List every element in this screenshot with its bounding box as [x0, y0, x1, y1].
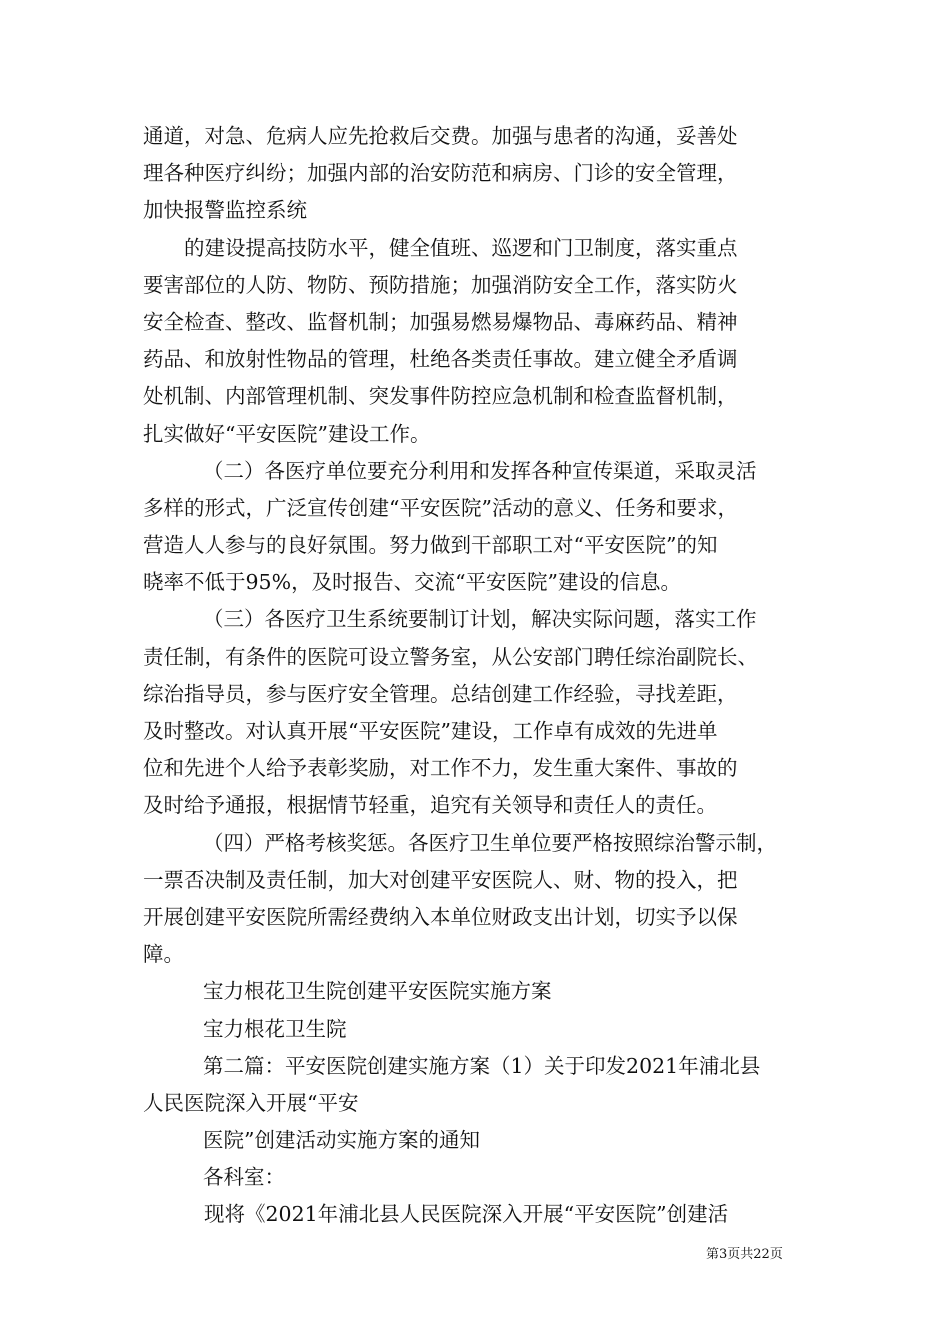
text-line: 开展创建平安医院所需经费纳入本单位财政支出计划，切实予以保 [143, 904, 738, 929]
text-line: 第二篇：平安医院创建实施方案（1）关于印发2021年浦北县 [203, 1053, 761, 1078]
text-line: 及时给予通报，根据情节轻重，追究有关领导和责任人的责任。 [143, 793, 717, 818]
text-line: 药品、和放射性物品的管理，杜绝各类责任事故。建立健全矛盾调 [143, 347, 738, 372]
text-line: （三）各医疗卫生系统要制订计划，解决实际问题，落实工作 [203, 607, 757, 632]
text-line: 要害部位的人防、物防、预防措施；加强消防安全工作，落实防火 [143, 272, 738, 297]
text-line: 通道，对急、危病人应先抢救后交费。加强与患者的沟通，妥善处 [143, 124, 738, 148]
text-line: 人民医院深入开展“平安 [143, 1090, 359, 1115]
text-line: 安全检查、整改、监督机制；加强易燃易爆物品、毒麻药品、精神 [143, 309, 738, 334]
text-line: 处机制、内部管理机制、突发事件防控应急机制和检查监督机制， [143, 384, 738, 409]
text-line: 多样的形式，广泛宣传创建“平安医院”活动的意义、任务和要求， [143, 495, 738, 520]
text-line: 现将《2021年浦北县人民医院深入开展“平安医院”创建活 [204, 1202, 729, 1227]
text-line: 一票否决制及责任制，加大对创建平安医院人、财、物的投入，把 [143, 867, 738, 892]
text-line: 位和先进个人给予表彰奖励，对工作不力，发生重大案件、事故的 [143, 756, 738, 781]
text-line: 宝力根花卫生院创建平安医院实施方案 [203, 979, 552, 1004]
text-line: 营造人人参与的良好氛围。努力做到干部职工对“平安医院”的知 [143, 533, 718, 558]
text-line: 及时整改。对认真开展“平安医院”建设，工作卓有成效的先进单 [143, 719, 718, 743]
text-line: 宝力根花卫生院 [203, 1016, 347, 1041]
text-line: 责任制，有条件的医院可设立警务室，从公安部门聘任综治副院长、 [143, 644, 758, 669]
text-line: 障。 [143, 942, 184, 967]
text-line: 加快报警监控系统 [143, 198, 307, 223]
text-line: （二）各医疗单位要充分利用和发挥各种宣传渠道，采取灵活 [203, 458, 757, 483]
document-body [143, 118, 833, 1234]
text-line: 各科室： [203, 1165, 285, 1190]
page-number: 第3页共22页 [706, 1247, 783, 1262]
text-line: 扎实做好“平安医院”建设工作。 [143, 421, 431, 446]
text-line: 理各种医疗纠纷；加强内部的治安防范和病房、门诊的安全管理， [143, 161, 738, 186]
text-line: （四）严格考核奖惩。各医疗卫生单位要严格按照综治警示制， [203, 830, 777, 855]
text-line: 医院”创建活动实施方案的通知 [203, 1128, 480, 1153]
text-line: 的建设提高技防水平，健全值班、巡逻和门卫制度，落实重点 [184, 235, 738, 260]
text-line: 综治指导员，参与医疗安全管理。总结创建工作经验，寻找差距， [143, 681, 738, 706]
text-line: 晓率不低于95%，及时报告、交流“平安医院”建设的信息。 [143, 570, 682, 595]
